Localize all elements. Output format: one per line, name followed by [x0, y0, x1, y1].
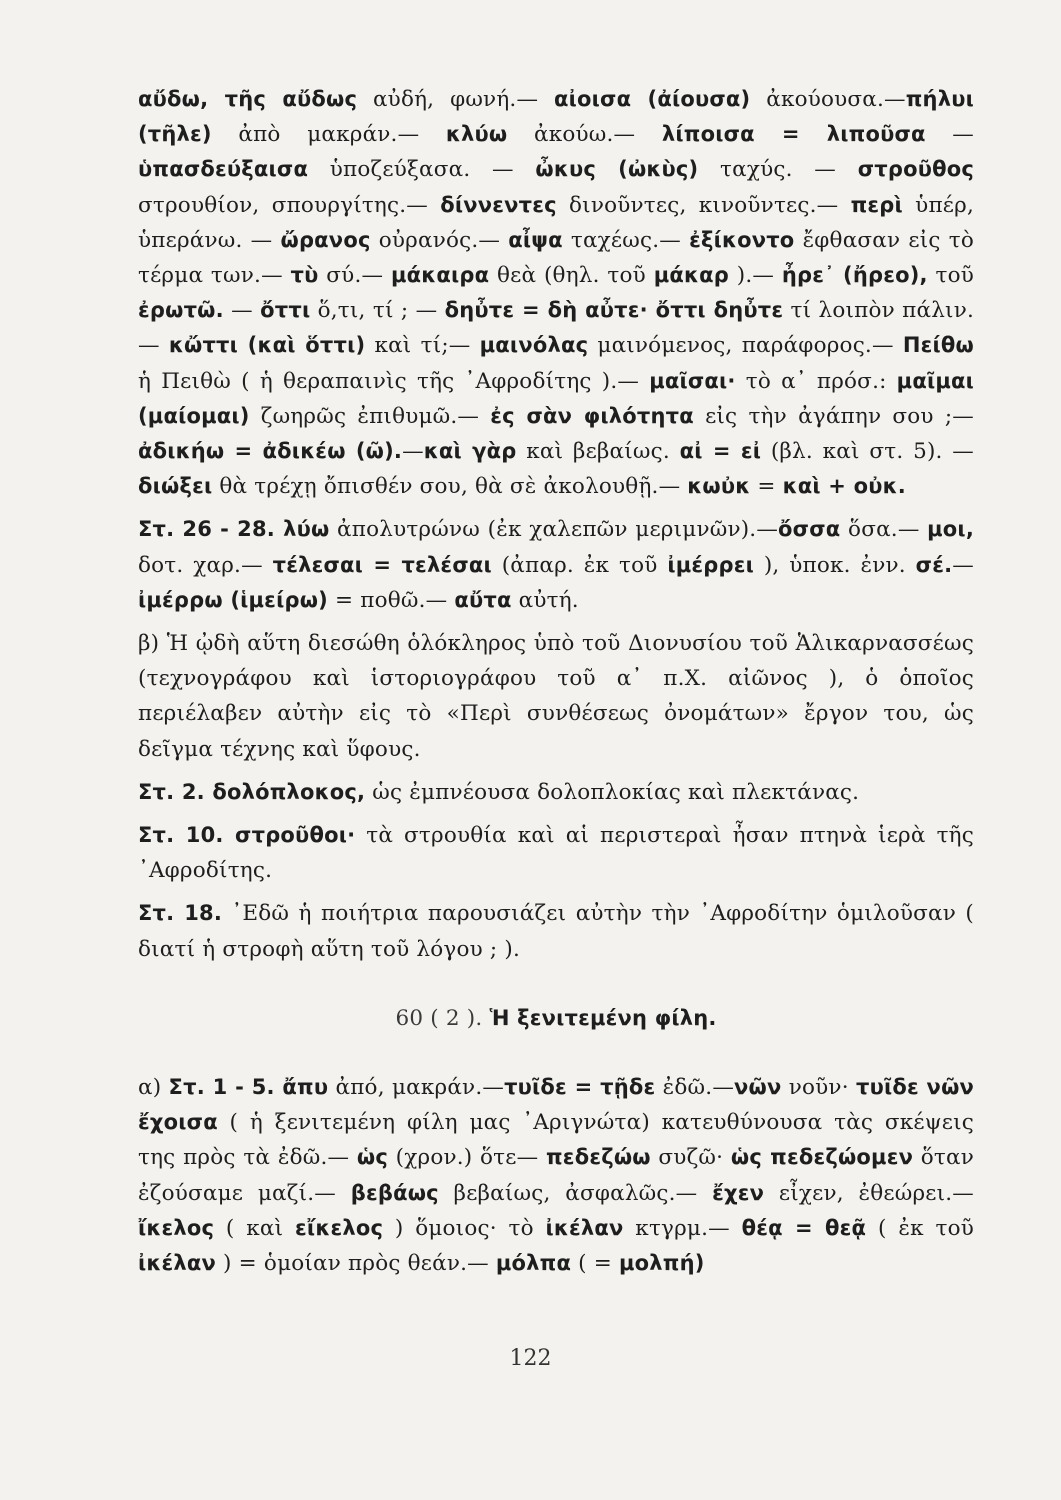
paragraph: [138, 818, 974, 888]
term-bold: ὄττι: [260, 298, 311, 323]
term-bold: ἰμέρρω (ἱμείρω): [138, 587, 328, 612]
text-run: δοτ. χαρ.—: [138, 552, 273, 578]
term-bold: αὔδω, τῆς αὔδως: [138, 87, 358, 111]
term-bold: Στ. 1 - 5. ἄπυ: [168, 1075, 329, 1100]
term-bold: μαινόλας: [479, 333, 589, 358]
term-bold: ἐς σὰν φιλότητα: [490, 403, 694, 428]
term-bold: μαῖμαι (μαίομαι): [138, 368, 974, 428]
text-run: τὰ στρουθία καὶ αἱ περιστεραὶ ἦσαν πτηνὰ ἱερὰ τῆς ᾿Αφροδίτης.: [138, 823, 974, 884]
page-number: 122: [509, 1346, 552, 1371]
text-run: τὸ α᾽ πρόσ.:: [735, 368, 897, 394]
spacer: [138, 1036, 974, 1070]
term-bold: αὔτα: [454, 587, 512, 612]
text-run: ζωηρῶς ἐπιθυμῶ.—: [249, 403, 491, 429]
text-run: ἡ Πειθὼ ( ἡ θεραπαινὶς τῆς ᾿Αφροδίτης ).—: [138, 368, 650, 394]
text-run: —: [402, 439, 424, 465]
text-run: βεβαίως, ἀσφαλῶς.—: [438, 1180, 713, 1206]
term-bold: ἀδικήω = ἀδικέω (ῶ).: [138, 439, 403, 464]
term-bold: μαῖσαι·: [649, 368, 736, 393]
term-bold: τυῖδε = τῇδε: [504, 1075, 656, 1100]
text-run: τί λοιπὸν πάλιν.—: [138, 298, 974, 359]
text-run: ἀπολυτρώνω (ἐκ χαλεπῶν μεριμνῶν).—: [329, 517, 779, 543]
text-run: μαινόμενος, παράφορος.—: [588, 333, 903, 359]
text-run: ἀκούω.—: [507, 122, 662, 148]
text-run: ἀπὸ μακράν.—: [211, 122, 446, 148]
text-run: ( καὶ: [214, 1215, 296, 1241]
term-bold: περὶ: [850, 192, 903, 217]
term-bold: πήλυι (τῆλε): [138, 87, 974, 147]
term-bold: αἰ = εἰ: [679, 439, 762, 464]
text-run: = ποθῶ.—: [327, 587, 455, 613]
paragraph-gap: [138, 888, 974, 896]
text-run: ).—: [728, 263, 782, 289]
term-bold: μάκαρ: [653, 263, 729, 288]
term-bold: ἰκέλαν: [138, 1251, 217, 1276]
term-bold: τέλεσαι = τελέσαι: [272, 552, 492, 577]
term-bold: Στ. 26 - 28. λύω: [138, 517, 330, 542]
text-run: ( ἐκ τοῦ: [866, 1215, 974, 1241]
text-run: εἰς τὴν ἀγάπην σου ;—: [693, 403, 974, 429]
text-run: —: [952, 552, 974, 578]
text-run: σύ.—: [318, 263, 391, 289]
text-run: (βλ. καὶ στ. 5). —: [761, 439, 974, 465]
term-bold: Στ. 2. δολόπλοκος,: [138, 779, 366, 804]
term-bold: σέ.: [915, 552, 953, 577]
paragraph-gap: [138, 810, 974, 818]
term-bold: εἴκελος: [295, 1215, 384, 1240]
text-run: (χρον.) ὅτε—: [387, 1145, 546, 1171]
paragraph-gap: [138, 767, 974, 775]
text-run: θεὰ (θηλ. τοῦ: [489, 263, 654, 289]
body-text: [138, 82, 974, 1281]
term-bold: ἐρωτῶ.: [138, 298, 224, 323]
text-run: καὶ βεβαίως.: [516, 439, 680, 465]
text-run: ἀκούουσα.—: [750, 87, 906, 112]
term-bold: τυῖδε νῶν ἔχοισα: [138, 1075, 975, 1135]
text-run: αὐτή.: [511, 587, 579, 613]
text-run: νοῦν·: [781, 1075, 856, 1101]
text-run: ὅσα.—: [840, 517, 928, 543]
paragraph: [138, 82, 974, 504]
term-bold: ἐξίκοντο: [689, 227, 795, 252]
term-bold: πεδεζώω: [546, 1145, 651, 1170]
paragraphs: [138, 82, 974, 967]
term-bold: δίννεντες: [440, 192, 557, 217]
term-bold: αἰοισα (ἀίουσα): [554, 87, 751, 111]
final-paragraph: [138, 1070, 974, 1281]
text-run: —: [925, 122, 975, 148]
text-run: β) Ἡ ᾠδὴ αὕτη διεσώθη ὁλόκληρος ὑπὸ τοῦ Διονυσίου τοῦ Ἁλικαρνασσέως (τεχνογράφου καὶ ἱστοριογράφου τοῦ α᾽ π.Χ. αἰῶνος ), ὁ ὁποῖος περιέλαβεν αὐτὴν εἰς τὸ «Περὶ συνθέσεως ὀνομάτων» ἔργον του, ὡς δεῖγμα τέχνης καὶ ὕφους.: [138, 631, 974, 762]
text-run: ὅ,τι, τί ; —: [310, 298, 445, 324]
text-run: ἔφθασαν εἰς τὸ τέρμα των.—: [138, 227, 974, 289]
section-name: Ἡ ξενιτεμένη φίλη.: [489, 1005, 717, 1030]
text-run: ) = ὁμοίαν πρὸς θεάν.—: [216, 1251, 496, 1277]
term-bold: κωὐκ: [687, 474, 751, 499]
term-bold: ὦκυς (ὠκὺς): [535, 157, 699, 182]
text-run: καὶ τί;—: [365, 333, 480, 359]
text-run: ( =: [571, 1251, 619, 1277]
text-run: κτγρμ.—: [623, 1215, 742, 1241]
text-run: οὐρανός.—: [370, 227, 509, 253]
term-bold: νῶν: [734, 1075, 782, 1100]
section-number: 60 ( 2 ).: [395, 1005, 483, 1031]
text-run: ), ὑποκ. ἐνν.: [754, 552, 916, 578]
text-run: τοῦ: [927, 263, 974, 289]
text-run: θὰ τρέχῃ ὄπισθέν σου, θὰ σὲ ἀκολουθῇ.—: [212, 474, 688, 500]
spacer: [138, 967, 974, 1001]
term-bold: κλύω: [445, 122, 508, 147]
term-bold: ὡς: [356, 1145, 388, 1170]
term-bold: θέᾳ = θεᾷ: [741, 1215, 867, 1240]
paragraph: [138, 896, 974, 966]
text-run: ὡς ἐμπνέουσα δολοπλοκίας καὶ πλεκτάνας.: [365, 779, 860, 805]
term-bold: ἰμέρρει: [667, 552, 754, 577]
term-bold: διώξει: [138, 474, 213, 499]
text-run: —: [223, 298, 261, 324]
text-run: ὅταν ἐζούσαμε μαζί.—: [138, 1145, 975, 1206]
term-bold: κὤττι (καὶ ὅττι): [168, 333, 366, 358]
text-run: ταχέως.—: [562, 227, 690, 253]
term-bold: ἦρε᾽ (ἤρεο),: [781, 263, 928, 288]
term-bold: ἔχεν: [712, 1180, 765, 1205]
text-run: ) ὅμοιος· τὸ: [383, 1215, 546, 1241]
term-bold: ὡς πεδεζώομεν: [730, 1145, 914, 1170]
text-run: ταχύς. —: [698, 157, 858, 183]
text-run: (ἀπαρ. ἐκ τοῦ: [491, 552, 668, 578]
term-bold: Στ. 18.: [138, 901, 223, 926]
term-bold: καὶ + οὐκ.: [782, 474, 906, 499]
text-run: ὑποζεύξασα. —: [308, 157, 536, 183]
term-bold: μόλπα: [495, 1251, 572, 1276]
term-bold: μολπή): [619, 1251, 705, 1276]
text-run: ἀπό, μακράν.—: [328, 1075, 505, 1101]
term-bold: Πείθω: [902, 333, 974, 358]
text-run: αὐδή, φωνή.—: [357, 87, 555, 112]
paragraph-gap: [138, 504, 974, 512]
term-bold: τὺ: [290, 263, 319, 288]
paragraph-gap: [138, 618, 974, 626]
text-run: δινοῦντες, κινοῦντες.—: [556, 192, 851, 218]
paragraph: [138, 626, 974, 767]
text-run: ᾿Εδῶ ἡ ποιήτρια παρουσιάζει αὐτὴν τὴν ᾿Αφροδίτην ὁμιλοῦσαν ( διατί ἡ στροφὴ αὕτη τοῦ λόγου ; ).: [138, 901, 974, 962]
text-run: συζῶ·: [650, 1145, 731, 1171]
text-run: α): [138, 1075, 169, 1101]
term-bold: ὑπασδεύξαισα: [138, 157, 309, 182]
text-run: στρουθίον, σπουργίτης.—: [138, 192, 441, 218]
text-run: ἐδῶ.—: [655, 1075, 735, 1101]
term-bold: βεβάως: [350, 1180, 439, 1205]
paragraph: [138, 512, 974, 618]
term-bold: στροῦθος: [857, 157, 974, 182]
text-run: εἶχεν, ἐθεώρει.—: [764, 1180, 974, 1206]
term-bold: λίποισα = λιποῦσα: [661, 122, 926, 147]
section-title: [138, 1001, 974, 1036]
term-bold: ὄσσα: [778, 517, 841, 542]
term-bold: μοι,: [927, 517, 974, 542]
text-run: ὑπέρ, ὑπεράνω. —: [138, 192, 974, 253]
text-run: ( ἡ ξενιτεμένη φίλη μας ᾿Αριγνώτα) κατευθύνουσα τὰς σκέψεις της πρὸς τὰ ἐδῶ.—: [138, 1110, 974, 1171]
term-bold: καὶ γὰρ: [423, 439, 517, 464]
term-bold: ἰκέλαν: [545, 1215, 624, 1240]
term-bold: μάκαιρα: [390, 263, 490, 288]
paragraph: [138, 775, 974, 810]
text-run: =: [750, 474, 783, 500]
term-bold: Στ. 10. στροῦθοι·: [138, 823, 356, 848]
term-bold: δηὖτε = δὴ αὖτε· ὄττι δηὖτε: [444, 298, 784, 323]
term-bold: αἶψα: [508, 227, 563, 252]
term-bold: ὤρανος: [280, 227, 371, 252]
term-bold: ἴκελος: [138, 1215, 215, 1240]
